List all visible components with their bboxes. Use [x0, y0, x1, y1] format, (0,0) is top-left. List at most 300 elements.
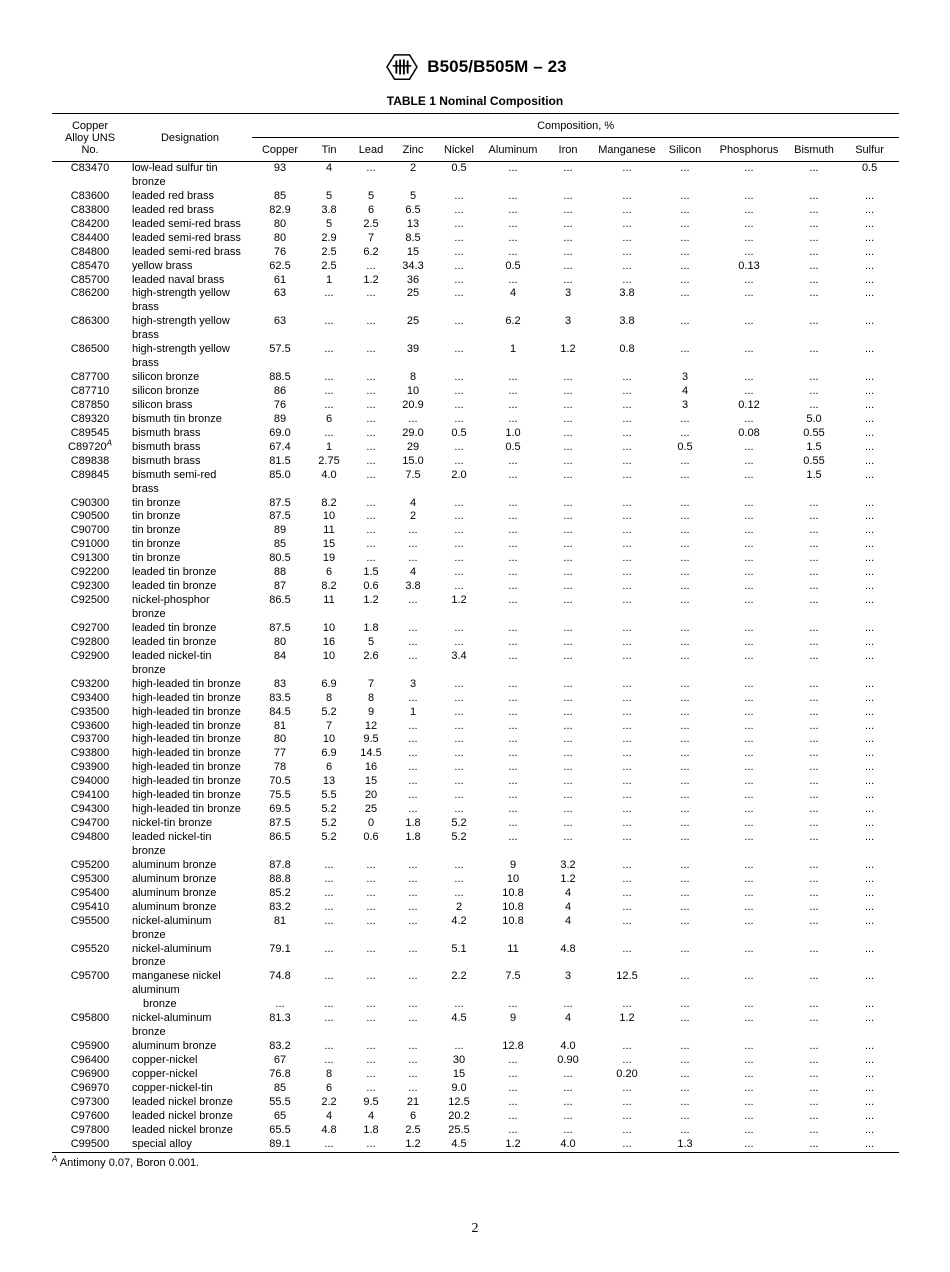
- value-cell-bismuth: ...: [809, 789, 819, 802]
- value-cell-phosphorus: ...: [744, 942, 754, 955]
- uns-number: C97800: [70, 1123, 110, 1136]
- value-cell-phosphorus: ...: [744, 886, 754, 899]
- value-cell-zinc: 29: [406, 440, 420, 453]
- value-cell-copper: ...: [275, 998, 285, 1011]
- table-row: [52, 580, 899, 594]
- value-cell-silicon: ...: [680, 496, 690, 509]
- uns-number-cell: [52, 190, 128, 204]
- value-cell-aluminum: ...: [508, 468, 518, 481]
- uns-number-cell: [52, 524, 128, 538]
- value-cell-phosphorus: ...: [744, 510, 754, 523]
- value-cell-nickel: ...: [454, 858, 464, 871]
- uns-number-cell: [52, 817, 128, 831]
- value-cell-zinc: 2.5: [405, 1123, 421, 1136]
- value-cell-sulfur: ...: [865, 775, 875, 788]
- value-cell-manganese: ...: [622, 385, 632, 397]
- value-cell-aluminum: ...: [508, 524, 518, 537]
- value-cell-tin: 11: [323, 594, 335, 607]
- value-cell-copper: 85.2: [269, 886, 291, 899]
- uns-number-cell: [52, 1096, 128, 1110]
- value-cell-bismuth: ...: [809, 496, 819, 509]
- column-header-manganese: Manganese: [594, 138, 660, 162]
- value-cell-lead: ...: [366, 538, 376, 551]
- value-cell-sulfur: ...: [865, 900, 875, 913]
- designation-text: low-lead sulfur tin: [132, 162, 218, 174]
- uns-number: C86300: [70, 315, 110, 328]
- column-header-copper: Copper: [252, 138, 308, 162]
- value-cell-copper: 74.8: [269, 970, 291, 983]
- value-cell-lead: ...: [366, 970, 376, 983]
- uns-number: C90500: [70, 510, 110, 523]
- value-cell-copper: 70.5: [269, 775, 291, 788]
- value-cell-lead: 9.5: [363, 733, 379, 746]
- uns-number-cell: [52, 706, 128, 720]
- uns-number: C95900: [70, 1040, 110, 1053]
- table-row: [52, 315, 899, 343]
- value-cell-aluminum: ...: [508, 1081, 518, 1094]
- value-cell-manganese: ...: [622, 580, 632, 593]
- value-cell-iron: 1.2: [560, 343, 576, 356]
- value-cell-copper: 79.1: [269, 942, 291, 955]
- value-cell-lead: ...: [366, 1137, 376, 1150]
- uns-number: C89720: [68, 440, 107, 453]
- value-cell-silicon: 4: [681, 385, 689, 397]
- value-cell-sulfur: ...: [865, 496, 875, 509]
- value-cell-sulfur: ...: [865, 817, 875, 830]
- value-cell-copper: 83: [273, 677, 287, 690]
- uns-number: C84400: [70, 231, 110, 244]
- uns-number-cell: [52, 789, 128, 803]
- value-cell-nickel: ...: [454, 496, 464, 509]
- value-cell-silicon: 0.5: [677, 440, 693, 453]
- value-cell-lead: 2.6: [363, 649, 379, 662]
- value-cell-copper: 80: [273, 217, 287, 230]
- designation-text: leaded naval brass: [132, 273, 225, 286]
- uns-number-cell: [52, 622, 128, 636]
- designation-text: leaded tin bronze: [132, 580, 217, 593]
- uns-number-cell: [52, 720, 128, 734]
- value-cell-bismuth: ...: [809, 817, 819, 830]
- designation-cell: [128, 678, 252, 692]
- value-cell-copper: 75.5: [269, 789, 291, 802]
- designation-text: tin bronze: [132, 496, 181, 509]
- value-cell-bismuth: ...: [809, 245, 819, 258]
- value-cell-silicon: ...: [680, 1095, 690, 1108]
- value-cell-manganese: ...: [622, 942, 632, 955]
- value-cell-iron: ...: [563, 217, 573, 230]
- designation-text: bismuth semi-red: [132, 468, 217, 481]
- value-cell-iron: ...: [563, 761, 573, 774]
- uns-number-cell: [52, 1124, 128, 1138]
- designation-cell: [128, 789, 252, 803]
- designation-text: high-strength yellow: [132, 287, 230, 300]
- value-cell-lead: ...: [366, 914, 376, 927]
- value-cell-phosphorus: ...: [744, 900, 754, 913]
- value-cell-tin: 5.2: [321, 831, 337, 843]
- uns-number: C97300: [70, 1095, 110, 1108]
- uns-number-cell: [52, 218, 128, 232]
- value-cell-manganese: ...: [622, 1040, 632, 1053]
- value-cell-tin: 4.0: [321, 468, 337, 481]
- uns-number-cell: [52, 204, 128, 218]
- value-cell-tin: 11: [323, 524, 335, 537]
- value-cell-phosphorus: ...: [744, 1012, 754, 1025]
- value-cell-bismuth: ...: [809, 942, 819, 955]
- value-cell-manganese: 1.2: [619, 1012, 635, 1025]
- value-cell-iron: ...: [563, 621, 573, 634]
- designation-text: high-leaded tin bronze: [132, 803, 241, 816]
- value-cell-tin: 8: [325, 691, 333, 704]
- uns-number-cell: [52, 747, 128, 761]
- value-cell-lead: 1.2: [363, 273, 379, 286]
- table-row: [52, 706, 899, 720]
- value-cell-copper: 57.5: [269, 343, 291, 356]
- value-cell-zinc: 8.5: [405, 231, 421, 244]
- value-cell-lead: 7: [367, 677, 375, 690]
- value-cell-tin: 15: [322, 538, 336, 551]
- value-cell-copper: 81: [273, 914, 287, 927]
- value-cell-tin: 2.5: [321, 245, 337, 258]
- value-cell-sulfur: ...: [865, 705, 875, 718]
- value-cell-copper: 80.5: [269, 552, 291, 565]
- designation-cell: [128, 943, 252, 971]
- value-cell-tin: 6: [325, 1081, 333, 1094]
- value-cell-bismuth: ...: [809, 594, 819, 607]
- value-cell-manganese: ...: [622, 705, 632, 718]
- table-row: [52, 733, 899, 747]
- value-cell-iron: ...: [563, 552, 573, 565]
- uns-number: C94300: [70, 803, 110, 816]
- value-cell-nickel: ...: [454, 259, 464, 272]
- uns-number: C95400: [70, 886, 110, 899]
- value-cell-nickel: ...: [454, 789, 464, 802]
- value-cell-sulfur: ...: [865, 203, 875, 216]
- table-row: [52, 1082, 899, 1096]
- value-cell-copper: 82.9: [269, 203, 291, 216]
- value-cell-lead: ...: [366, 398, 376, 411]
- uns-number-cell: [52, 427, 128, 441]
- value-cell-nickel: ...: [454, 510, 464, 523]
- value-cell-lead: 1.5: [363, 566, 379, 579]
- uns-number: C87700: [70, 371, 110, 384]
- value-cell-copper: 89.1: [269, 1137, 291, 1150]
- value-cell-manganese: ...: [622, 831, 632, 843]
- value-cell-iron: 3: [564, 287, 572, 300]
- value-cell-zinc: ...: [408, 1012, 418, 1025]
- value-cell-nickel: ...: [454, 566, 464, 579]
- table-row: [52, 427, 899, 441]
- value-cell-phosphorus: ...: [744, 1137, 754, 1150]
- value-cell-zinc: 21: [406, 1095, 420, 1108]
- value-cell-copper: 63: [273, 315, 287, 328]
- value-cell-nickel: ...: [454, 733, 464, 746]
- uns-number-cell: [52, 998, 128, 1012]
- value-cell-iron: ...: [563, 496, 573, 509]
- designation-cell: [128, 413, 252, 427]
- value-cell-manganese: ...: [622, 398, 632, 411]
- value-cell-tin: 5.2: [321, 705, 337, 718]
- value-cell-nickel: ...: [454, 538, 464, 551]
- value-cell-nickel: 5.2: [451, 817, 467, 830]
- value-cell-nickel: 2.0: [451, 468, 467, 481]
- value-cell-tin: ...: [324, 1054, 334, 1066]
- uns-number: C95300: [70, 872, 110, 885]
- value-cell-lead: ...: [366, 886, 376, 899]
- value-cell-manganese: ...: [622, 162, 632, 174]
- value-cell-phosphorus: ...: [744, 496, 754, 509]
- value-cell-sulfur: ...: [865, 677, 875, 690]
- value-cell-aluminum: ...: [508, 761, 518, 774]
- column-header-iron: Iron: [542, 138, 594, 162]
- value-cell-phosphorus: ...: [744, 621, 754, 634]
- designation-cell: [128, 1012, 252, 1040]
- value-cell-sulfur: ...: [865, 440, 875, 453]
- designation-text: bismuth brass: [132, 440, 201, 453]
- value-cell-lead: 16: [364, 761, 378, 774]
- value-cell-copper: 55.5: [269, 1095, 291, 1108]
- value-cell-manganese: ...: [622, 538, 632, 551]
- uns-number: C92300: [70, 580, 110, 593]
- value-cell-silicon: ...: [680, 914, 690, 927]
- footnote-text: Antimony 0.07, Boron 0.001.: [59, 1157, 200, 1169]
- value-cell-sulfur: ...: [865, 538, 875, 551]
- page-header: [0, 51, 950, 83]
- value-cell-bismuth: ...: [809, 510, 819, 523]
- uns-number: C97600: [70, 1109, 110, 1122]
- value-cell-silicon: ...: [680, 1054, 690, 1066]
- value-cell-phosphorus: ...: [744, 412, 754, 425]
- value-cell-iron: ...: [563, 412, 573, 425]
- value-cell-phosphorus: ...: [744, 594, 754, 607]
- table-row: [52, 566, 899, 580]
- uns-number: C91000: [70, 538, 110, 551]
- value-cell-manganese: 0.8: [619, 343, 635, 356]
- value-cell-phosphorus: ...: [744, 538, 754, 551]
- value-cell-phosphorus: ...: [744, 287, 754, 300]
- value-cell-zinc: ...: [408, 998, 418, 1011]
- table-row: [52, 232, 899, 246]
- value-cell-manganese: 3.8: [619, 315, 635, 328]
- value-cell-iron: 4: [564, 886, 572, 899]
- designation-cell: [128, 706, 252, 720]
- uns-number: C85470: [70, 259, 110, 272]
- value-cell-sulfur: ...: [865, 1081, 875, 1094]
- value-cell-bismuth: ...: [809, 970, 819, 983]
- value-cell-phosphorus: ...: [744, 524, 754, 537]
- value-cell-nickel: 5.1: [451, 942, 467, 955]
- designation-cell: [128, 1110, 252, 1124]
- value-cell-manganese: ...: [622, 1095, 632, 1108]
- value-cell-sulfur: ...: [865, 580, 875, 593]
- value-cell-zinc: 6: [409, 1109, 417, 1122]
- value-cell-silicon: ...: [680, 747, 690, 760]
- table-row: [52, 371, 899, 385]
- designation-cell: [128, 873, 252, 887]
- uns-number-cell: [52, 887, 128, 901]
- value-cell-manganese: ...: [622, 719, 632, 732]
- value-cell-aluminum: ...: [508, 203, 518, 216]
- column-header-tin: Tin: [308, 138, 350, 162]
- value-cell-aluminum: 10.8: [502, 914, 524, 927]
- value-cell-phosphorus: ...: [744, 872, 754, 885]
- value-cell-bismuth: ...: [809, 385, 819, 397]
- designation-text: bismuth tin bronze: [132, 412, 222, 425]
- value-cell-iron: ...: [563, 635, 573, 648]
- value-cell-zinc: ...: [408, 900, 418, 913]
- value-cell-sulfur: 0.5: [861, 162, 878, 174]
- value-cell-manganese: ...: [622, 1081, 632, 1094]
- value-cell-phosphorus: ...: [744, 217, 754, 230]
- table-row: [52, 761, 899, 775]
- table-row: [52, 246, 899, 260]
- uns-number: C93400: [70, 691, 110, 704]
- designation-text: leaded tin bronze: [132, 566, 217, 579]
- value-cell-copper: 87.5: [269, 496, 291, 509]
- table-row: [52, 970, 899, 998]
- value-cell-copper: 86.5: [269, 594, 291, 607]
- value-cell-nickel: ...: [454, 454, 464, 467]
- uns-number-cell: [52, 287, 128, 315]
- uns-number-cell: [52, 246, 128, 260]
- value-cell-manganese: ...: [622, 454, 632, 467]
- value-cell-zinc: ...: [408, 691, 418, 704]
- value-cell-silicon: ...: [680, 315, 690, 328]
- uns-number-cell: [52, 733, 128, 747]
- table-row: [52, 831, 899, 859]
- value-cell-bismuth: 1.5: [806, 440, 822, 453]
- value-cell-tin: 5: [325, 189, 333, 202]
- uns-number: C96400: [70, 1054, 110, 1066]
- value-cell-sulfur: ...: [865, 747, 875, 760]
- value-cell-iron: ...: [563, 649, 573, 662]
- value-cell-aluminum: ...: [508, 496, 518, 509]
- value-cell-silicon: 1.3: [677, 1137, 693, 1150]
- value-cell-aluminum: 10: [506, 872, 520, 885]
- value-cell-bismuth: ...: [809, 231, 819, 244]
- value-cell-iron: ...: [563, 162, 573, 174]
- uns-number-cell: [52, 497, 128, 511]
- designation-text: high-leaded tin bronze: [132, 705, 241, 718]
- designation-cell: [128, 162, 252, 190]
- table-row: [52, 385, 899, 399]
- table-body: [52, 162, 899, 1153]
- value-cell-aluminum: ...: [508, 691, 518, 704]
- value-cell-aluminum: ...: [508, 217, 518, 230]
- value-cell-lead: ...: [366, 942, 376, 955]
- value-cell-phosphorus: ...: [744, 245, 754, 258]
- astm-logo-icon: [383, 52, 421, 82]
- designation-cell: [128, 970, 252, 998]
- value-cell-zinc: ...: [408, 1054, 418, 1066]
- value-cell-aluminum: ...: [508, 1109, 518, 1122]
- value-cell-silicon: ...: [680, 1012, 690, 1025]
- value-cell-bismuth: ...: [809, 1081, 819, 1094]
- value-cell-tin: ...: [324, 942, 334, 955]
- value-cell-lead: ...: [366, 872, 376, 885]
- table-row: [52, 943, 899, 971]
- table-row: [52, 678, 899, 692]
- value-cell-copper: 65.5: [269, 1123, 291, 1136]
- uns-number: C94100: [70, 789, 110, 802]
- designation-cell: [128, 218, 252, 232]
- value-cell-aluminum: ...: [508, 580, 518, 593]
- value-cell-lead: 1.8: [363, 621, 379, 634]
- value-cell-lead: ...: [366, 524, 376, 537]
- value-cell-sulfur: ...: [865, 635, 875, 648]
- value-cell-bismuth: ...: [809, 566, 819, 579]
- value-cell-iron: ...: [563, 538, 573, 551]
- value-cell-copper: 67.4: [269, 440, 291, 453]
- table-row: [52, 274, 899, 288]
- uns-number-cell: [52, 232, 128, 246]
- value-cell-silicon: ...: [680, 1040, 690, 1053]
- designation-text: high-strength yellow: [132, 315, 230, 328]
- composition-table-wrapper: [52, 113, 899, 1153]
- table-row: [52, 287, 899, 315]
- value-cell-sulfur: ...: [865, 510, 875, 523]
- value-cell-zinc: 20.9: [402, 398, 424, 411]
- value-cell-iron: 1.2: [560, 872, 576, 885]
- uns-number: C93200: [70, 677, 110, 690]
- uns-number: C87710: [70, 385, 110, 397]
- value-cell-copper: 89: [273, 412, 287, 425]
- value-cell-bismuth: ...: [809, 1040, 819, 1053]
- designation-text: brass: [132, 301, 159, 314]
- value-cell-sulfur: ...: [865, 691, 875, 704]
- table-row: [52, 803, 899, 817]
- designation-text: nickel-aluminum: [132, 914, 212, 927]
- value-cell-manganese: ...: [622, 761, 632, 774]
- value-cell-aluminum: ...: [508, 789, 518, 802]
- table-row: [52, 817, 899, 831]
- value-cell-iron: ...: [563, 1067, 573, 1080]
- column-header-sulfur: Sulfur: [840, 138, 899, 162]
- value-cell-iron: 4: [564, 914, 572, 927]
- value-cell-copper: 62.5: [269, 259, 291, 272]
- designation-cell: [128, 580, 252, 594]
- value-cell-sulfur: ...: [865, 343, 875, 356]
- uns-number-cell: [52, 399, 128, 413]
- footnote-reference: A: [106, 438, 112, 448]
- value-cell-tin: 5.5: [321, 789, 337, 802]
- value-cell-silicon: 3: [681, 371, 689, 384]
- uns-number-cell: [52, 438, 128, 455]
- value-cell-lead: ...: [366, 858, 376, 871]
- value-cell-aluminum: ...: [508, 621, 518, 634]
- designation-text: aluminum bronze: [132, 886, 217, 899]
- value-cell-sulfur: ...: [865, 733, 875, 746]
- value-cell-zinc: ...: [408, 858, 418, 871]
- value-cell-aluminum: ...: [508, 733, 518, 746]
- value-cell-bismuth: ...: [809, 635, 819, 648]
- designation-cell: [128, 761, 252, 775]
- value-cell-manganese: ...: [622, 649, 632, 662]
- designation-text: leaded nickel bronze: [132, 1109, 233, 1122]
- designation-text: special alloy: [132, 1137, 192, 1150]
- value-cell-aluminum: ...: [508, 775, 518, 788]
- value-cell-bismuth: ...: [809, 649, 819, 662]
- value-cell-zinc: 1: [409, 705, 417, 718]
- value-cell-silicon: ...: [680, 510, 690, 523]
- value-cell-sulfur: ...: [865, 942, 875, 955]
- uns-number: C94700: [70, 817, 110, 830]
- value-cell-copper: 67: [273, 1054, 287, 1066]
- designation-cell: [128, 524, 252, 538]
- value-cell-bismuth: ...: [809, 217, 819, 230]
- value-cell-bismuth: ...: [809, 371, 819, 384]
- value-cell-silicon: ...: [680, 1081, 690, 1094]
- value-cell-iron: 4: [564, 900, 572, 913]
